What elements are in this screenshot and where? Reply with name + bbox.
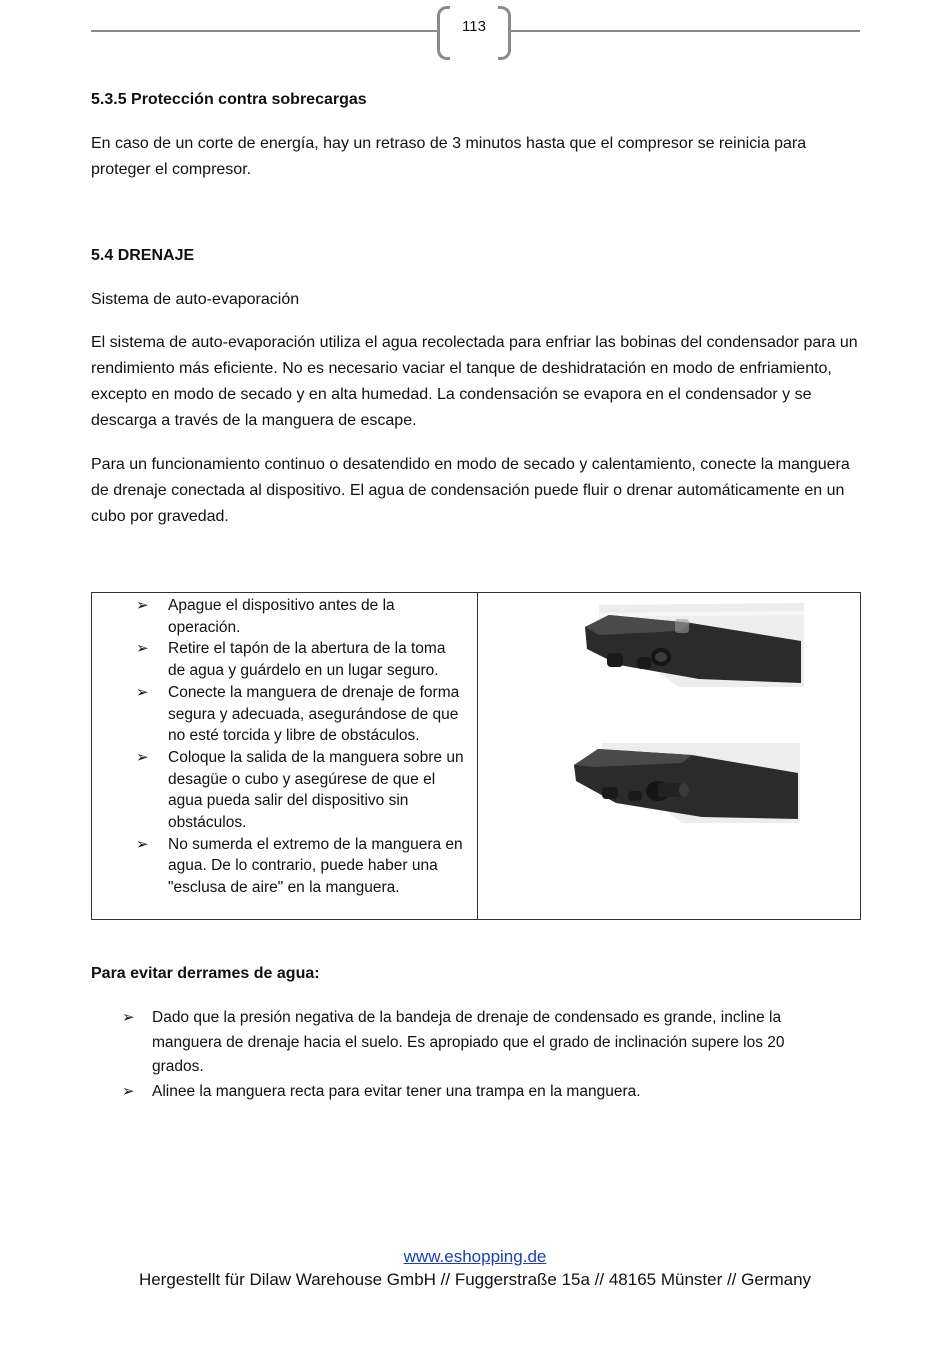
arrow-bullet-icon: ➢ <box>136 683 149 701</box>
step-text: Coloque la salida de la manguera sobre un desagüe o cubo y asegúrese de que el agua pueda salir del dispositivo sin obstáculos. <box>168 748 464 832</box>
section-54-paragraph-1: El sistema de auto-evaporación utiliza el agua recolectada para enfriar las bobinas del condensador para un rendimiento más eficiente. No es necesario vaciar el tanque de deshidratación en modo de enfriamiento, excepto en modo de secado y en alta humedad. La condensación se evapora en el condensador y se descarga a través de la manguera de escape. <box>91 334 858 429</box>
section-535-title: 5.3.5 Protección contra sobrecargas <box>91 91 367 108</box>
header-rule-right <box>510 30 860 32</box>
list-item <box>136 834 466 899</box>
list-item <box>136 682 466 747</box>
spill-text: Dado que la presión negativa de la bandeja de drenaje de condensado es grande, incline la manguera de drenaje hacia el suelo. Es apropiado que el grado de inclinación supere los 20 grados. <box>152 1009 785 1075</box>
arrow-bullet-icon: ➢ <box>136 597 149 614</box>
arrow-bullet-icon: ➢ <box>122 1009 135 1026</box>
arrow-bullet-icon: ➢ <box>136 748 149 766</box>
footer-website-link[interactable]: www.eshopping.de <box>403 1247 547 1266</box>
page-number: 113 <box>462 18 486 35</box>
table-divider <box>477 593 478 919</box>
steps-list <box>136 595 466 899</box>
section-54-paragraph-2: Para un funcionamiento continuo o desatendido en modo de secado y calentamiento, conecte la manguera de drenaje conectada al dispositivo. El agua de condensación puede fluir o drenar automáticamente en un cubo por gravedad. <box>91 456 850 525</box>
arrow-bullet-icon: ➢ <box>136 835 149 853</box>
arrow-bullet-icon: ➢ <box>136 640 149 658</box>
page-number-box <box>437 6 511 56</box>
step-text: No sumerda el extremo de la manguera en agua. De lo contrario, puede haber una "esclusa de aire" en la manguera. <box>168 835 463 897</box>
list-item <box>122 1006 822 1080</box>
header-rule-left <box>91 30 439 32</box>
drain-hose-photo <box>572 741 804 831</box>
spill-text: Alinee la manguera recta para evitar tener una trampa en la manguera. <box>152 1082 641 1100</box>
step-text: Apague el dispositivo antes de la operación. <box>168 597 395 636</box>
list-item <box>136 638 466 681</box>
footer-address: Hergestellt für Dilaw Warehouse GmbH // Fuggerstraße 15a // 48165 Münster // Germany <box>138 1270 812 1289</box>
list-item <box>136 595 466 638</box>
arrow-bullet-icon: ➢ <box>122 1082 135 1100</box>
step-text: Retire el tapón de la abertura de la toma de agua y guárdelo en un lugar seguro. <box>168 640 446 680</box>
spill-title: Para evitar derrames de agua: <box>91 965 320 982</box>
section-535-body: En caso de un corte de energía, hay un retraso de 3 minutos hasta que el compresor se reinicia para proteger el compresor. <box>91 135 807 178</box>
list-item <box>122 1080 822 1105</box>
spill-list <box>122 1006 822 1104</box>
drain-plug-photo <box>579 601 809 699</box>
step-text: Conecte la manguera de drenaje de forma segura y adecuada, asegurándose de que no esté torcida y libre de obstáculos. <box>168 683 460 745</box>
drain-steps-table <box>91 592 861 920</box>
list-item <box>136 747 466 834</box>
section-54-title: 5.4 DRENAJE <box>91 247 195 264</box>
section-54-subtitle: Sistema de auto-evaporación <box>91 291 300 308</box>
